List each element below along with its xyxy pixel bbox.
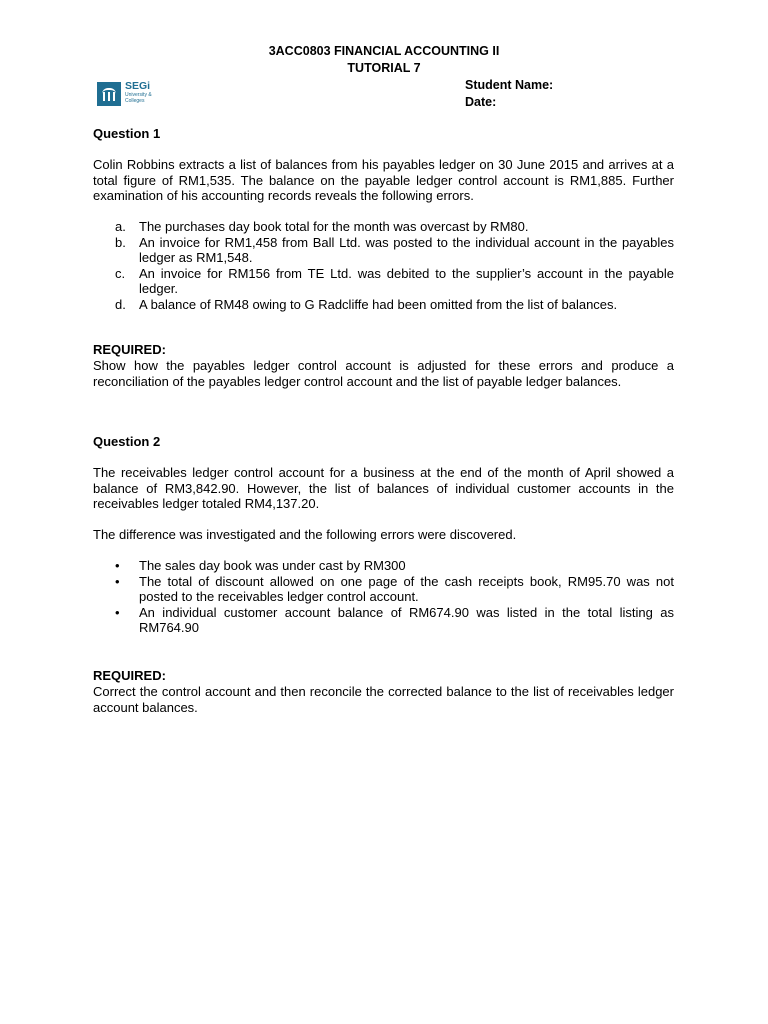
question-2-intro: The receivables ledger control account for a business at the end of the month of April showed a balance of RM3,842.90. However, the list of balances of individual customer accounts in the receivables ledger totaled RM4,137.20. [93,465,674,511]
list-item: c. An invoice for RM156 from TE Ltd. was debited to the supplier’s account in the payable ledger. [115,265,674,296]
logo-subtitle: University & Colleges [125,92,152,104]
question-2-intro-2: The difference was investigated and the following errors were discovered. [93,527,517,542]
question-2-error-list [115,558,674,636]
tutorial-title: TUTORIAL 7 [347,61,421,75]
list-item: a. The purchases day book total for the month was overcast by RM80. [115,219,529,234]
question-1-required-text: Show how the payables ledger control account is adjusted for these errors and produce a reconciliation of the payables ledger control account and the list of payable ledger balances. [93,358,674,389]
question-2-required-label: REQUIRED: [93,668,166,683]
logo-name: SEGi [125,80,151,92]
list-item: b. An invoice for RM1,458 from Ball Ltd. was posted to the individual account in the payables ledger as RM1,548. [115,234,674,265]
student-name-label: Student Name: [465,78,554,92]
question-1-error-list [115,219,674,312]
list-item: • The sales day book was under cast by RM300 [115,558,406,573]
course-title: 3ACC0803 FINANCIAL ACCOUNTING II [268,44,500,58]
segi-logo-icon [97,82,121,106]
list-item: d. A balance of RM48 owing to G Radcliffe had been omitted from the list of balances. [115,296,618,312]
question-2-heading: Question 2 [93,434,161,449]
list-item: • An individual customer account balance of RM674.90 was listed in the total listing as RM764.90 [115,604,674,635]
question-2-required-text: Correct the control account and then reconcile the corrected balance to the list of receivables ledger account balances. [93,684,674,715]
date-label: Date: [465,95,497,109]
segi-logo [97,80,161,108]
question-1-heading: Question 1 [93,126,161,141]
list-item: • The total of discount allowed on one page of the cash receipts book, RM95.70 was not posted to the receivables ledger control account. [115,573,674,604]
question-1-required-label: REQUIRED: [93,342,166,357]
question-1-intro: Colin Robbins extracts a list of balances from his payables ledger on 30 June 2015 and arrives at a total figure of RM1,535. The balance on the payable ledger control account is RM1,885. Further examination of his accounting records reveals the following errors. [93,157,674,203]
